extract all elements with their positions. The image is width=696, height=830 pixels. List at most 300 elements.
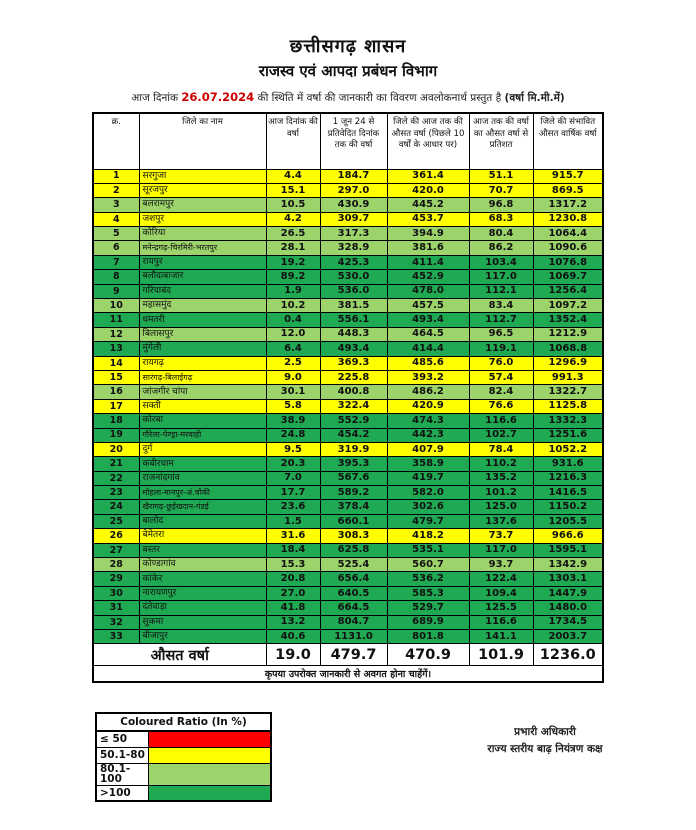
row-district-name: सारंगढ़-बिलाईगढ़ [139, 370, 266, 384]
table-row [93, 169, 603, 183]
row-value-since_jun: 589.2 [320, 486, 387, 500]
row-value-avg_to_date: 582.0 [387, 486, 469, 500]
row-value-annual_avg: 869.5 [533, 183, 603, 197]
row-value-pct: 103.4 [469, 255, 533, 269]
table-row [93, 457, 603, 471]
row-value-today: 41.8 [266, 601, 320, 615]
row-value-since_jun: 804.7 [320, 615, 387, 629]
table-row [93, 529, 603, 543]
table-row [93, 370, 603, 384]
row-value-pct: 117.0 [469, 543, 533, 557]
table-row [93, 442, 603, 456]
row-value-pct: 101.2 [469, 486, 533, 500]
row-value-pct: 116.6 [469, 414, 533, 428]
row-value-since_jun: 525.4 [320, 558, 387, 572]
row-value-annual_avg: 1097.2 [533, 299, 603, 313]
table-row [93, 414, 603, 428]
row-district-name: बलरामपुर [139, 198, 266, 212]
table-row [93, 198, 603, 212]
row-district-name: कोरिया [139, 227, 266, 241]
row-value-avg_to_date: 414.4 [387, 342, 469, 356]
row-value-annual_avg: 1332.3 [533, 414, 603, 428]
table-row [93, 270, 603, 284]
row-value-pct: 141.1 [469, 630, 533, 644]
row-value-annual_avg: 1296.9 [533, 356, 603, 370]
info-text: की स्थिति में वर्षा की जानकारी का विवरण अवलोकनार्थ प्रस्तुत है [257, 92, 502, 104]
row-value-pct: 137.6 [469, 514, 533, 528]
table-row [93, 572, 603, 586]
row-value-today: 40.6 [266, 630, 320, 644]
row-value-today: 31.6 [266, 529, 320, 543]
row-value-today: 0.4 [266, 313, 320, 327]
row-value-avg_to_date: 486.2 [387, 385, 469, 399]
legend-swatch [148, 731, 271, 747]
row-district-name: नारायणपुर [139, 586, 266, 600]
row-value-today: 89.2 [266, 270, 320, 284]
legend-label: 50.1-80 [96, 747, 148, 763]
row-value-pct: 102.7 [469, 428, 533, 442]
row-value-avg_to_date: 394.9 [387, 227, 469, 241]
row-value-avg_to_date: 407.9 [387, 442, 469, 456]
row-serial: 27 [93, 543, 139, 557]
row-value-pct: 110.2 [469, 457, 533, 471]
row-value-annual_avg: 1205.5 [533, 514, 603, 528]
row-serial: 6 [93, 241, 139, 255]
row-serial: 12 [93, 327, 139, 341]
legend-swatch [148, 785, 271, 801]
row-value-pct: 135.2 [469, 471, 533, 485]
row-value-pct: 82.4 [469, 385, 533, 399]
row-serial: 9 [93, 284, 139, 298]
table-row [93, 284, 603, 298]
row-value-since_jun: 454.2 [320, 428, 387, 442]
row-value-today: 4.4 [266, 169, 320, 183]
row-value-today: 24.8 [266, 428, 320, 442]
row-district-name: मुंगेली [139, 342, 266, 356]
row-value-pct: 122.4 [469, 572, 533, 586]
table-row [93, 183, 603, 197]
row-value-annual_avg: 1212.9 [533, 327, 603, 341]
row-value-today: 30.1 [266, 385, 320, 399]
row-value-annual_avg: 1052.2 [533, 442, 603, 456]
col-header-serial: क्र. [93, 113, 139, 169]
table-row [93, 255, 603, 269]
row-value-since_jun: 656.4 [320, 572, 387, 586]
row-value-annual_avg: 1090.6 [533, 241, 603, 255]
row-value-pct: 112.7 [469, 313, 533, 327]
department-subtitle: राजस्व एवं आपदा प्रबंधन विभाग [258, 62, 438, 80]
row-value-avg_to_date: 453.7 [387, 212, 469, 226]
summary-today: 19.0 [266, 644, 320, 666]
row-value-annual_avg: 1150.2 [533, 500, 603, 514]
row-value-since_jun: 552.9 [320, 414, 387, 428]
row-value-annual_avg: 915.7 [533, 169, 603, 183]
row-value-avg_to_date: 474.3 [387, 414, 469, 428]
row-value-avg_to_date: 529.7 [387, 601, 469, 615]
row-value-avg_to_date: 452.9 [387, 270, 469, 284]
summary-avg-to-date: 470.9 [387, 644, 469, 666]
row-value-today: 18.4 [266, 543, 320, 557]
summary-percent: 101.9 [469, 644, 533, 666]
row-value-pct: 73.7 [469, 529, 533, 543]
row-district-name: रायपुर [139, 255, 266, 269]
row-serial: 25 [93, 514, 139, 528]
table-row [93, 241, 603, 255]
row-value-today: 15.3 [266, 558, 320, 572]
summary-row [93, 644, 603, 666]
row-value-since_jun: 430.9 [320, 198, 387, 212]
row-district-name: बिलासपुर [139, 327, 266, 341]
table-row [93, 313, 603, 327]
legend-title: Coloured Ratio (In %) [96, 713, 271, 731]
row-value-today: 10.2 [266, 299, 320, 313]
col-header-today-rain: आज दिनांक की वर्षा [266, 113, 320, 169]
row-value-today: 1.9 [266, 284, 320, 298]
row-value-today: 13.2 [266, 615, 320, 629]
row-value-pct: 70.7 [469, 183, 533, 197]
row-value-since_jun: 328.9 [320, 241, 387, 255]
row-serial: 16 [93, 385, 139, 399]
row-district-name: सक्ती [139, 399, 266, 413]
row-district-name: सूरजपुर [139, 183, 266, 197]
table-row [93, 471, 603, 485]
title-block [0, 0, 696, 81]
row-district-name: दंतेवाड़ा [139, 601, 266, 615]
summary-label: औसत वर्षा [93, 644, 266, 666]
row-serial: 15 [93, 370, 139, 384]
row-value-pct: 86.2 [469, 241, 533, 255]
row-value-avg_to_date: 445.2 [387, 198, 469, 212]
row-value-since_jun: 1131.0 [320, 630, 387, 644]
row-value-avg_to_date: 585.3 [387, 586, 469, 600]
row-value-today: 12.0 [266, 327, 320, 341]
row-value-since_jun: 369.3 [320, 356, 387, 370]
row-value-today: 6.4 [266, 342, 320, 356]
row-value-pct: 78.4 [469, 442, 533, 456]
row-district-name: बालोद [139, 514, 266, 528]
table-row [93, 356, 603, 370]
row-value-annual_avg: 1303.1 [533, 572, 603, 586]
row-serial: 20 [93, 442, 139, 456]
row-value-since_jun: 381.5 [320, 299, 387, 313]
row-value-annual_avg: 1322.7 [533, 385, 603, 399]
row-value-pct: 119.1 [469, 342, 533, 356]
row-value-today: 9.0 [266, 370, 320, 384]
row-value-avg_to_date: 302.6 [387, 500, 469, 514]
signature-office: राज्य स्तरीय बाढ़ नियंत्रण कक्ष [487, 742, 603, 755]
row-value-today: 19.2 [266, 255, 320, 269]
row-value-since_jun: 530.0 [320, 270, 387, 284]
row-value-today: 20.3 [266, 457, 320, 471]
row-district-name: सरगुजा [139, 169, 266, 183]
row-serial: 13 [93, 342, 139, 356]
row-value-avg_to_date: 411.4 [387, 255, 469, 269]
row-serial: 4 [93, 212, 139, 226]
row-value-avg_to_date: 420.0 [387, 183, 469, 197]
row-value-since_jun: 319.9 [320, 442, 387, 456]
row-value-avg_to_date: 560.7 [387, 558, 469, 572]
report-date: 26.07.2024 [181, 90, 255, 104]
col-header-percent: आज तक की वर्षा का औसत वर्षा से प्रतिशत [469, 113, 533, 169]
row-value-today: 5.8 [266, 399, 320, 413]
legend-row [96, 763, 271, 785]
row-district-name: महासमुंद [139, 299, 266, 313]
row-value-annual_avg: 1317.2 [533, 198, 603, 212]
table-row [93, 486, 603, 500]
row-value-pct: 80.4 [469, 227, 533, 241]
row-value-since_jun: 664.5 [320, 601, 387, 615]
row-district-name: खैरागढ़-छुईखदान-गंडई [139, 500, 266, 514]
row-value-annual_avg: 1416.5 [533, 486, 603, 500]
table-row [93, 385, 603, 399]
row-value-today: 9.5 [266, 442, 320, 456]
row-value-since_jun: 425.3 [320, 255, 387, 269]
row-value-today: 23.6 [266, 500, 320, 514]
row-serial: 5 [93, 227, 139, 241]
row-value-today: 27.0 [266, 586, 320, 600]
row-value-avg_to_date: 535.1 [387, 543, 469, 557]
row-value-since_jun: 660.1 [320, 514, 387, 528]
legend-label: >100 [96, 785, 148, 801]
table-row [93, 342, 603, 356]
row-value-annual_avg: 1125.8 [533, 399, 603, 413]
row-value-pct: 96.8 [469, 198, 533, 212]
row-value-annual_avg: 1064.4 [533, 227, 603, 241]
row-district-name: जांजगीर चांपा [139, 385, 266, 399]
row-serial: 21 [93, 457, 139, 471]
table-row [93, 327, 603, 341]
row-district-name: जशपुर [139, 212, 266, 226]
col-header-annual-avg: जिले की संभावित औसत वार्षिक वर्षा [533, 113, 603, 169]
row-serial: 18 [93, 414, 139, 428]
row-district-name: कोरबा [139, 414, 266, 428]
row-value-annual_avg: 2003.7 [533, 630, 603, 644]
row-value-annual_avg: 966.6 [533, 529, 603, 543]
row-value-pct: 117.0 [469, 270, 533, 284]
row-district-name: राजनांदगांव [139, 471, 266, 485]
row-value-pct: 76.6 [469, 399, 533, 413]
row-value-since_jun: 184.7 [320, 169, 387, 183]
row-district-name: दुर्ग [139, 442, 266, 456]
row-district-name: गौरेला-पेण्ड्रा-मरवाही [139, 428, 266, 442]
row-value-avg_to_date: 381.6 [387, 241, 469, 255]
legend-table [95, 712, 272, 802]
row-district-name: कबीरधाम [139, 457, 266, 471]
row-value-today: 15.1 [266, 183, 320, 197]
row-value-today: 26.5 [266, 227, 320, 241]
col-header-since-june: 1 जून 24 से प्रतिवेदित दिनांक तक की वर्षा [320, 113, 387, 169]
row-value-annual_avg: 1256.4 [533, 284, 603, 298]
row-value-since_jun: 322.4 [320, 399, 387, 413]
row-district-name: मोहला-मानपुर-अं.चौकी [139, 486, 266, 500]
signature-officer: प्रभारी अधिकारी [514, 726, 576, 738]
row-value-annual_avg: 1734.5 [533, 615, 603, 629]
row-value-since_jun: 567.6 [320, 471, 387, 485]
row-serial: 7 [93, 255, 139, 269]
row-value-pct: 57.4 [469, 370, 533, 384]
row-value-pct: 116.6 [469, 615, 533, 629]
legend-swatch [148, 747, 271, 763]
row-value-today: 28.1 [266, 241, 320, 255]
row-value-since_jun: 225.8 [320, 370, 387, 384]
row-value-avg_to_date: 418.2 [387, 529, 469, 543]
legend-label: ≤ 50 [96, 731, 148, 747]
row-value-since_jun: 308.3 [320, 529, 387, 543]
row-district-name: रायगढ़ [139, 356, 266, 370]
row-district-name: कोण्डागांव [139, 558, 266, 572]
legend-row [96, 731, 271, 747]
row-serial: 22 [93, 471, 139, 485]
row-value-pct: 51.1 [469, 169, 533, 183]
report-info-line [0, 90, 696, 105]
row-value-pct: 125.0 [469, 500, 533, 514]
table-row [93, 500, 603, 514]
row-district-name: बस्तर [139, 543, 266, 557]
row-value-annual_avg: 1447.9 [533, 586, 603, 600]
table-header-row [93, 113, 603, 169]
row-value-avg_to_date: 479.7 [387, 514, 469, 528]
row-value-pct: 96.5 [469, 327, 533, 341]
row-value-since_jun: 493.4 [320, 342, 387, 356]
row-value-avg_to_date: 442.3 [387, 428, 469, 442]
row-value-today: 38.9 [266, 414, 320, 428]
row-serial: 29 [93, 572, 139, 586]
row-value-today: 20.8 [266, 572, 320, 586]
row-value-today: 1.5 [266, 514, 320, 528]
row-value-since_jun: 309.7 [320, 212, 387, 226]
col-header-district: जिले का नाम [139, 113, 266, 169]
row-serial: 14 [93, 356, 139, 370]
row-value-avg_to_date: 419.7 [387, 471, 469, 485]
row-value-since_jun: 395.3 [320, 457, 387, 471]
note-text: कृपया उपरोक्त जानकारी से अवगत होना चाहेंगें। [93, 666, 603, 682]
row-serial: 33 [93, 630, 139, 644]
row-value-annual_avg: 1230.8 [533, 212, 603, 226]
row-value-annual_avg: 1068.8 [533, 342, 603, 356]
col-header-avg-to-date: जिले की आज तक की औसत वर्षा (पिछले 10 वर्षों के आधार पर) [387, 113, 469, 169]
row-serial: 28 [93, 558, 139, 572]
row-serial: 2 [93, 183, 139, 197]
row-value-since_jun: 378.4 [320, 500, 387, 514]
rainfall-table [92, 112, 604, 683]
row-value-avg_to_date: 420.9 [387, 399, 469, 413]
table-row [93, 615, 603, 629]
table-row [93, 558, 603, 572]
row-value-since_jun: 448.3 [320, 327, 387, 341]
table-row [93, 601, 603, 615]
table-row [93, 299, 603, 313]
row-value-since_jun: 317.3 [320, 227, 387, 241]
table-row [93, 428, 603, 442]
table-row [93, 399, 603, 413]
row-value-pct: 112.1 [469, 284, 533, 298]
legend-swatch [148, 763, 271, 785]
row-serial: 23 [93, 486, 139, 500]
row-value-avg_to_date: 493.4 [387, 313, 469, 327]
row-value-since_jun: 625.8 [320, 543, 387, 557]
row-value-annual_avg: 1480.0 [533, 601, 603, 615]
row-value-since_jun: 556.1 [320, 313, 387, 327]
row-value-pct: 109.4 [469, 586, 533, 600]
row-serial: 30 [93, 586, 139, 600]
row-district-name: धमतरी [139, 313, 266, 327]
row-value-since_jun: 640.5 [320, 586, 387, 600]
row-value-today: 7.0 [266, 471, 320, 485]
row-value-annual_avg: 1595.1 [533, 543, 603, 557]
page-title: छत्तीसगढ़ शासन [289, 36, 407, 57]
row-value-pct: 125.5 [469, 601, 533, 615]
row-value-pct: 93.7 [469, 558, 533, 572]
row-serial: 31 [93, 601, 139, 615]
row-value-avg_to_date: 536.2 [387, 572, 469, 586]
row-serial: 26 [93, 529, 139, 543]
row-serial: 3 [93, 198, 139, 212]
row-value-annual_avg: 1216.3 [533, 471, 603, 485]
row-serial: 1 [93, 169, 139, 183]
legend-row [96, 785, 271, 801]
row-value-avg_to_date: 689.9 [387, 615, 469, 629]
row-serial: 19 [93, 428, 139, 442]
row-serial: 11 [93, 313, 139, 327]
row-value-annual_avg: 931.6 [533, 457, 603, 471]
row-value-annual_avg: 991.3 [533, 370, 603, 384]
row-serial: 8 [93, 270, 139, 284]
row-district-name: गरियाबंद [139, 284, 266, 298]
row-district-name: बेमेतरा [139, 529, 266, 543]
row-value-today: 10.5 [266, 198, 320, 212]
row-value-avg_to_date: 361.4 [387, 169, 469, 183]
row-value-pct: 83.4 [469, 299, 533, 313]
row-value-today: 17.7 [266, 486, 320, 500]
row-value-annual_avg: 1352.4 [533, 313, 603, 327]
row-district-name: बीजापुर [139, 630, 266, 644]
legend-label: 80.1-100 [96, 763, 148, 785]
row-district-name: सुकमा [139, 615, 266, 629]
unit-note: (वर्षा मि.मी.में) [504, 92, 565, 104]
row-value-avg_to_date: 457.5 [387, 299, 469, 313]
table-row [93, 212, 603, 226]
row-serial: 17 [93, 399, 139, 413]
row-serial: 24 [93, 500, 139, 514]
row-value-since_jun: 400.8 [320, 385, 387, 399]
legend-title-row [96, 713, 271, 731]
row-value-today: 4.2 [266, 212, 320, 226]
row-value-annual_avg: 1251.6 [533, 428, 603, 442]
signature-block [420, 724, 670, 758]
table-row [93, 630, 603, 644]
row-value-avg_to_date: 478.0 [387, 284, 469, 298]
row-value-annual_avg: 1076.8 [533, 255, 603, 269]
row-value-pct: 76.0 [469, 356, 533, 370]
row-value-today: 2.5 [266, 356, 320, 370]
row-value-avg_to_date: 464.5 [387, 327, 469, 341]
row-value-avg_to_date: 801.8 [387, 630, 469, 644]
row-serial: 10 [93, 299, 139, 313]
table-row [93, 543, 603, 557]
row-value-pct: 68.3 [469, 212, 533, 226]
row-value-avg_to_date: 485.6 [387, 356, 469, 370]
row-value-annual_avg: 1342.9 [533, 558, 603, 572]
summary-annual-avg: 1236.0 [533, 644, 603, 666]
note-row [93, 666, 603, 682]
table-row [93, 586, 603, 600]
info-prefix: आज दिनांक [131, 92, 179, 104]
legend-row [96, 747, 271, 763]
row-value-avg_to_date: 358.9 [387, 457, 469, 471]
row-serial: 32 [93, 615, 139, 629]
row-district-name: मनेन्द्रगढ़-चिरमिरी-भरतपुर [139, 241, 266, 255]
summary-since-june: 479.7 [320, 644, 387, 666]
